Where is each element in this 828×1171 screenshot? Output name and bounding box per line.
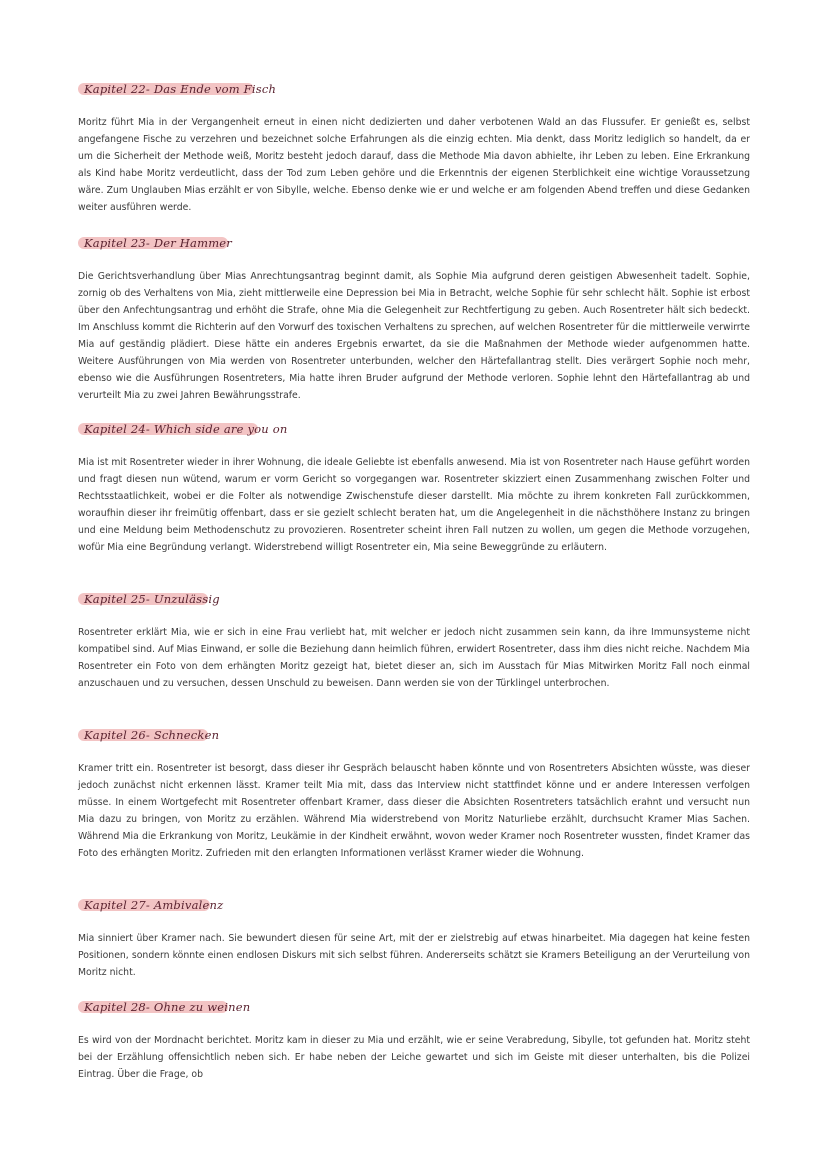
chapter-heading: Kapitel 28- Ohne zu weinen (84, 1000, 251, 1014)
chapter-text: Es wird von der Mordnacht berichtet. Moritz kam in dieser zu Mia und erzählt, wie er seine Verabredung, Sibylle, tot gefunden hat. Moritz steht bei der Erzählung offensichtlich neben sich. Er habe neben der Leiche gewartet und sich im Geiste mit dieser unterhalten, bis die Polizei Eintrag. Über die Frage, ob (78, 1035, 750, 1080)
chapter-26 (78, 724, 750, 862)
chapter-text: Die Gerichtsverhandlung über Mias Anrechtungsantrag beginnt damit, als Sophie Mia aufgrund deren geistigen Abwesenheit tadelt. Sophie, zornig ob des Verhaltens von Mia, zieht mittlerweile eine Depression bei Mia in Betracht, welche Sophie für sehr schlecht hält. Sophie ist erbost über den Anfechtungsantrag und erhöht die Strafe, ohne Mia die Gelegenheit zur Rechtfertigung zu geben. Auch Rosentreter hält sich bedeckt. Im Anschluss kommt die Richterin auf den Vorwurf des toxischen Verhaltens zu sprechen, auf welchen Rosentreter für die mittlerweile verwirrte Mia auf geständig plädiert. Diese hätte ein anderes Ergebnis erwartet, da sie die Maßnahmen der Methode wieder aufgenommen hatte. Weitere Ausführungen von Mia werden von Rosentreter unterbunden, welcher den Härtefallantrag stellt. Dies verärgert Sophie noch mehr, ebenso wie die Ausführungen Rosentreters, Mia hatte ihren Bruder aufgrund der Methode verloren. Sophie lehnt den Härtefallantrag ab und verurteilt Mia zu zwei Jahren Bewährungsstrafe. (78, 271, 750, 401)
chapter-text: Kramer tritt ein. Rosentreter ist besorgt, dass dieser ihr Gespräch belauscht haben könnte und von Rosentreters Absichten wüsste, was dieser jedoch zunächst nicht erkennen lässt. Kramer teilt Mia mit, dass das Interview nicht stattfindet könne und er andere Interessen verfolgen müsse. In einem Wortgefecht mit Rosentreter offenbart Kramer, dass dieser die Absichten Rosentreters tatsächlich erahnt und versucht nun Mia dazu zu bringen, von Moritz zu erzählen. Während Mia widerstrebend von Moritz Naturliebe erzählt, durchsucht Kramer Mias Sachen. Während Mia die Erkrankung von Moritz, Leukämie in der Kindheit erwähnt, wovon weder Kramer noch Rosentreter wussten, findet Kramer das Foto des erhängten Moritz. Zufrieden mit den erlangten Informationen verlässt Kramer wieder die Wohnung. (78, 763, 750, 859)
chapter-heading: Kapitel 22- Das Ende vom Fisch (84, 82, 277, 96)
chapter-27 (78, 894, 750, 981)
chapter-23 (78, 232, 750, 404)
chapter-heading: Kapitel 27- Ambivalenz (84, 898, 224, 912)
chapter-text: Mia ist mit Rosentreter wieder in ihrer Wohnung, die ideale Geliebte ist ebenfalls anwesend. Mia ist von Rosentreter nach Hause geführt worden und fragt diesen nun wütend, warum er vorm Gericht so vorgegangen war. Rosentreter skizziert einen Zusammenhang zwischen Folter und Rechtsstaatlichkeit, wobei er die Folter als notwendige Zwischenstufe dieser darstellt. Mia möchte zu ihrem konkreten Fall zurückkommen, woraufhin dieser ihr freimütig offenbart, dass er sie gezielt schlecht beraten hat, um die Angelegenheit in die nächsthöhere Instanz zu bringen und eine Meldung beim Methodenschutz zu provozieren. Rosentreter scheint ihren Fall nutzen zu wollen, um gegen die Methode vorzugehen, wofür Mia eine Begründung verlangt. Widerstrebend willigt Rosentreter ein, Mia seine Beweggründe zu erläutern. (78, 457, 750, 553)
chapter-text: Moritz führt Mia in der Vergangenheit erneut in einen nicht dedizierten und daher verbotenen Wald an das Flussufer. Er genießt es, selbst angefangene Fische zu verzehren und bezeichnet solche Erfahrungen als die einzig echten. Mia denkt, dass Moritz lediglich so handelt, da er um die Sicherheit der Methode weiß, Moritz besteht jedoch darauf, dass die Methode Mia davon abhielte, ihr Leben zu leben. Eine Erkrankung als Kind habe Moritz verdeutlicht, dass der Tod zum Leben gehöre und die Erkenntnis der eigenen Sterblichkeit eine wichtige Voraussetzung wäre. Zum Unglauben Mias erzählt er von Sibylle, welche. Ebenso denke wie er und welche er am folgenden Abend treffen und diese Gedanken weiter ausführen werde. (78, 117, 750, 213)
chapter-heading: Kapitel 23- Der Hammer (84, 236, 232, 250)
chapter-heading: Kapitel 25- Unzulässig (84, 592, 220, 606)
chapter-text: Mia sinniert über Kramer nach. Sie bewundert diesen für seine Art, mit der er zielstrebig auf etwas hinarbeitet. Mia dagegen hat keine festen Positionen, sondern könnte einen endlosen Diskurs mit sich selbst führen. Andererseits schätzt sie Kramers Beteiligung an der Verurteilung von Moritz nicht. (78, 933, 750, 978)
chapter-heading: Kapitel 26- Schnecken (84, 728, 220, 742)
chapter-28 (78, 996, 750, 1083)
chapter-22 (78, 78, 750, 216)
chapter-25 (78, 588, 750, 692)
chapter-text: Rosentreter erklärt Mia, wie er sich in eine Frau verliebt hat, mit welcher er jedoch nicht zusammen sein kann, da ihre Immunsysteme nicht kompatibel sind. Auf Mias Einwand, er solle die Beziehung dann heimlich führen, erwidert Rosentreter, dass ihm dies nicht reiche. Nachdem Mia Rosentreter ein Foto von dem erhängten Moritz gezeigt hat, bietet dieser an, sich im Ausstach für Mias Mitwirken Moritz Fall noch einmal anzuschauen und zu versuchen, dessen Unschuld zu beweisen. Dann werden sie von der Türklingel unterbrochen. (78, 627, 750, 689)
chapter-heading: Kapitel 24- Which side are you on (84, 422, 288, 436)
chapter-24 (78, 418, 750, 556)
